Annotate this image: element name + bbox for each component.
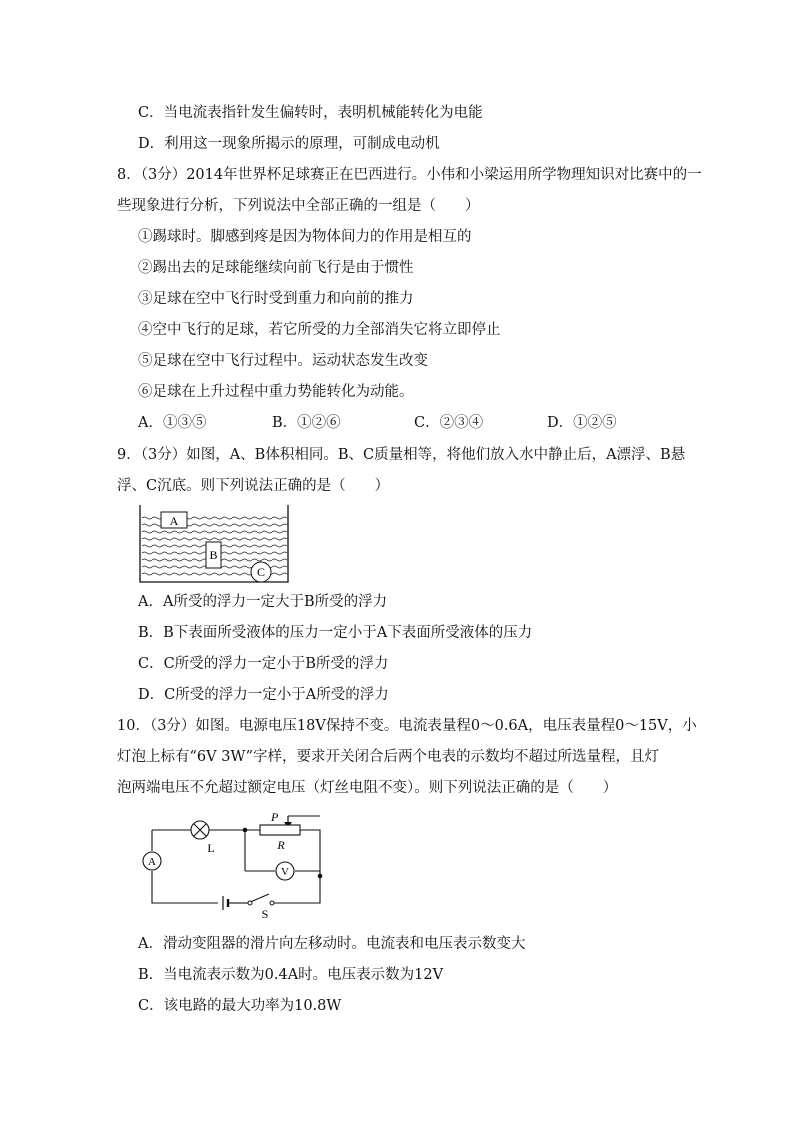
q8-option-d: D．①②⑤ [547,415,617,431]
junction-dot [243,828,248,833]
q9-stem-line-1: 9．（3分）如图，A、B体积相同。B、C质量相等，将他们放入水中静止后，A漂浮、B悬 [117,447,686,463]
switch-s [248,894,274,905]
q8-option-b: B．①②⑥ [272,415,341,431]
q9-stem-line-2: 浮、C沉底。则下列说法正确的是（ ） [117,478,390,494]
q8-option-a: A．①③⑤ [138,415,207,431]
q10-option-c: C．该电路的最大功率为10.8W [138,998,342,1014]
block-b-label: B [209,548,218,562]
label-s: S [261,907,269,921]
ball-c-label: C [256,565,266,579]
q10-stem-line-1: 10．（3分）如图。电源电压18V保持不变。电流表量程0～0.6A，电压表量程0～15V，小 [117,718,697,734]
q9-option-c: C．C所受的浮力一定小于B所受的浮力 [138,656,389,672]
q8-option-c: C．②③④ [414,415,484,431]
label-l: L [207,841,215,855]
q10-option-b: B．当电流表示数为0.4A时。电压表示数为12V [138,967,444,983]
q7-option-c: C．当电流表指针发生偏转时，表明机械能转化为电能 [138,105,483,121]
q8-statement-4: ④空中飞行的足球，若它所受的力全部消失它将立即停止 [138,322,501,338]
q9-option-b: B．B下表面所受液体的压力一定小于A下表面所受液体的压力 [138,625,533,641]
q8-statement-3: ③足球在空中飞行时受到重力和向前的推力 [138,291,414,307]
q8-stem-line-1: 8．（3分）2014年世界杯足球赛正在巴西进行。小伟和小梁运用所学物理知识对比赛中的一 [117,167,702,183]
ammeter-label: A [148,856,156,868]
rheostat-r [260,825,300,835]
q10-circuit-diagram [138,808,338,920]
block-a-label: A [169,514,179,528]
q8-stem-line-2: 些现象进行分析，下列说法中全部正确的一组是（ ） [117,198,480,214]
q9-option-a: A．A所受的浮力一定大于B所受的浮力 [138,594,388,610]
label-p: P [271,810,279,824]
q7-option-d: D．利用这一现象所揭示的原理，可制成电动机 [138,136,440,152]
voltmeter-label: V [281,866,289,878]
q9-buoyancy-figure [139,505,291,585]
q8-statement-1: ①踢球时。脚感到疼是因为物体间力的作用是相互的 [138,229,472,245]
q9-option-d: D．C所受的浮力一定小于A所受的浮力 [138,687,389,703]
q8-statement-2: ②踢出去的足球能继续向前飞行是由于惯性 [138,260,414,276]
label-r: R [277,838,285,852]
q10-stem-line-3: 泡两端电压不允超过额定电压（灯丝电阻不变）。则下列说法正确的是（ ） [117,780,618,796]
q10-stem-line-2: 灯泡上标有“6V 3W”字样，要求开关闭合后两个电表的示数均不超过所选量程，且灯 [117,749,660,765]
battery [223,896,232,910]
junction-dot [318,874,323,879]
q8-statement-5: ⑤足球在空中飞行过程中。运动状态发生改变 [138,353,428,369]
lamp-l [191,821,209,839]
q10-option-a: A．滑动变阻器的滑片向左移动时。电流表和电压表示数变大 [138,936,526,952]
q8-options-row [138,413,698,433]
q8-statement-6: ⑥足球在上升过程中重力势能转化为动能。 [138,384,414,400]
